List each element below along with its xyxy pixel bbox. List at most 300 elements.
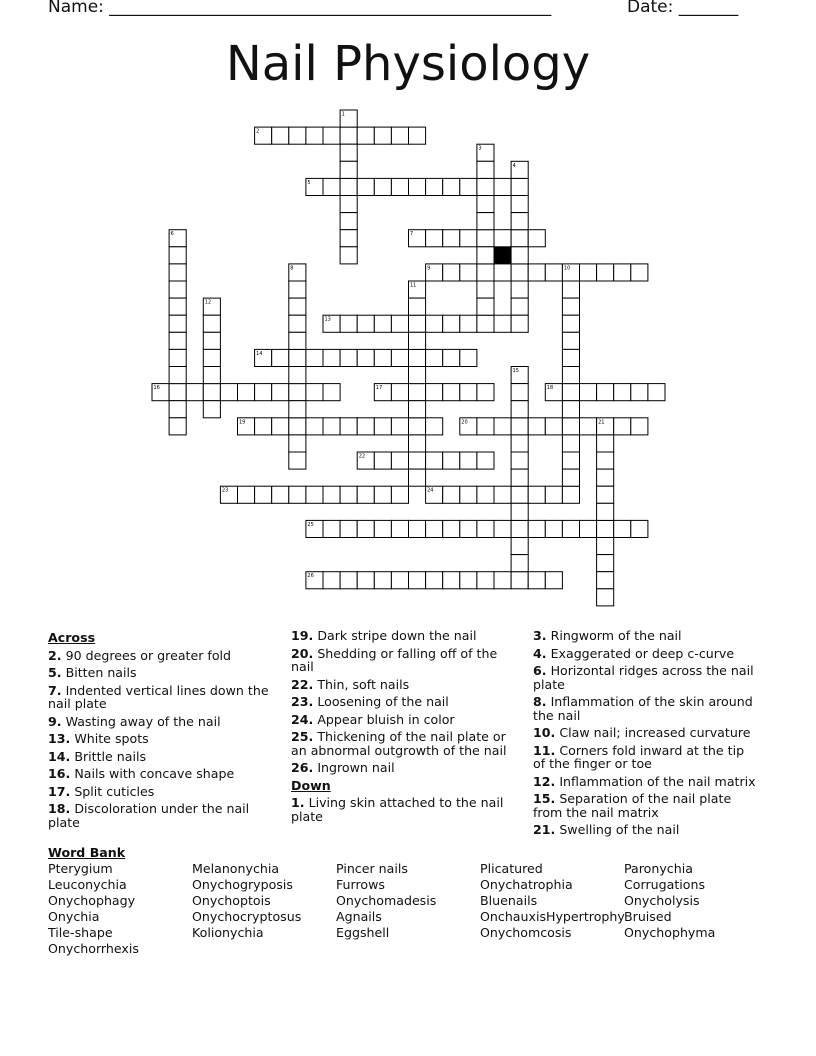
word-bank-item: Plicatured (480, 861, 543, 876)
grid-clue-number: 3 (478, 145, 482, 152)
grid-cell[interactable] (374, 486, 391, 503)
grid-cell[interactable] (374, 520, 391, 537)
grid-cell[interactable] (597, 469, 614, 486)
grid-cell[interactable] (477, 418, 494, 435)
grid-cell[interactable] (477, 230, 494, 247)
grid-cell[interactable] (357, 572, 374, 589)
grid-cell[interactable] (511, 452, 528, 469)
grid-cell[interactable] (272, 418, 289, 435)
grid-cell[interactable] (597, 589, 614, 606)
grid-cell[interactable] (340, 520, 357, 537)
grid-cell[interactable] (443, 178, 460, 195)
grid-cell[interactable] (460, 486, 477, 503)
grid-cell[interactable] (562, 315, 579, 332)
grid-cell[interactable] (357, 349, 374, 366)
grid-cell[interactable] (391, 315, 408, 332)
grid-cell[interactable] (374, 127, 391, 144)
clues-col-2 (291, 629, 516, 827)
grid-cell[interactable] (255, 384, 272, 401)
grid-cell[interactable] (443, 486, 460, 503)
grid-cell[interactable] (426, 384, 443, 401)
grid-cell[interactable] (357, 315, 374, 332)
grid-cell[interactable] (494, 178, 511, 195)
grid-cell[interactable] (562, 486, 579, 503)
clue-item: 1. Living skin attached to the nail plate (291, 795, 504, 824)
grid-cell[interactable] (391, 384, 408, 401)
grid-cell[interactable] (340, 196, 357, 213)
grid-cell[interactable] (323, 520, 340, 537)
grid-cell[interactable] (340, 178, 357, 195)
grid-clue-number: 1 (341, 111, 345, 118)
grid-cell[interactable] (409, 469, 426, 486)
grid-cell[interactable] (357, 486, 374, 503)
grid-cell[interactable] (391, 178, 408, 195)
grid-cell[interactable] (562, 418, 579, 435)
word-bank-item: Onychophyma (624, 925, 716, 941)
grid-cell[interactable] (289, 281, 306, 298)
grid-cell[interactable] (409, 315, 426, 332)
grid-cell[interactable] (409, 435, 426, 452)
grid-cell[interactable] (426, 452, 443, 469)
grid-cell[interactable] (391, 349, 408, 366)
clue-item: 21. Swelling of the nail (533, 822, 680, 837)
grid-cell[interactable] (477, 281, 494, 298)
grid-cell[interactable] (323, 349, 340, 366)
grid-cell[interactable] (306, 349, 323, 366)
grid-cell[interactable] (272, 384, 289, 401)
grid-cell[interactable] (580, 264, 597, 281)
grid-cell[interactable] (426, 418, 443, 435)
grid-cell[interactable] (528, 572, 545, 589)
grid-cell[interactable] (511, 264, 528, 281)
grid-cell[interactable] (169, 264, 186, 281)
grid-cell[interactable] (460, 384, 477, 401)
grid-cell[interactable] (580, 520, 597, 537)
grid-cell[interactable] (306, 486, 323, 503)
grid-cell[interactable] (477, 315, 494, 332)
grid-cell[interactable] (323, 127, 340, 144)
grid-cell[interactable] (511, 520, 528, 537)
grid-cell[interactable] (238, 486, 255, 503)
grid-cell[interactable] (528, 418, 545, 435)
grid-cell[interactable] (169, 401, 186, 418)
grid-cell[interactable] (562, 367, 579, 384)
grid-cell[interactable] (186, 384, 203, 401)
grid-cell[interactable] (562, 384, 579, 401)
grid-cell[interactable] (597, 452, 614, 469)
grid-cell[interactable] (409, 178, 426, 195)
grid-clue-number: 9 (427, 265, 431, 272)
grid-cell[interactable] (443, 264, 460, 281)
grid-clue-number: 26 (307, 573, 314, 580)
grid-cell[interactable] (511, 538, 528, 555)
grid-cell[interactable] (443, 572, 460, 589)
grid-cell[interactable] (460, 315, 477, 332)
grid-cell[interactable] (614, 418, 631, 435)
clue-item: 9. Wasting away of the nail (48, 713, 221, 729)
date-field-label: Date: _______ (627, 0, 739, 17)
grid-cell[interactable] (289, 435, 306, 452)
grid-cell[interactable] (477, 264, 494, 281)
grid-cell[interactable] (443, 349, 460, 366)
word-bank-item: Onychoptois (192, 893, 271, 909)
grid-cell[interactable] (477, 161, 494, 178)
grid-cell[interactable] (460, 178, 477, 195)
grid-cell[interactable] (203, 367, 220, 384)
grid-cell[interactable] (169, 367, 186, 384)
grid-cell[interactable] (443, 315, 460, 332)
grid-cell[interactable] (631, 520, 648, 537)
grid-cell[interactable] (374, 178, 391, 195)
grid-cell[interactable] (340, 127, 357, 144)
grid-clue-number: 20 (461, 419, 468, 426)
grid-cell[interactable] (631, 418, 648, 435)
word-bank-item: Pincer nails (336, 861, 408, 876)
grid-cell[interactable] (323, 418, 340, 435)
grid-cell[interactable] (494, 230, 511, 247)
grid-cell[interactable] (169, 247, 186, 264)
grid-cell[interactable] (631, 264, 648, 281)
grid-cell[interactable] (391, 127, 408, 144)
grid-cell[interactable] (323, 384, 340, 401)
grid-cell[interactable] (562, 469, 579, 486)
grid-cell[interactable] (562, 281, 579, 298)
grid-cell[interactable] (494, 572, 511, 589)
grid-cell[interactable] (289, 384, 306, 401)
grid-cell[interactable] (306, 384, 323, 401)
grid-cell[interactable] (631, 384, 648, 401)
grid-cell[interactable] (340, 247, 357, 264)
word-bank-item: Leuconychia (48, 877, 127, 893)
grid-cell[interactable] (323, 572, 340, 589)
grid-cell[interactable] (272, 127, 289, 144)
word-bank-item: Furrows (336, 877, 385, 893)
grid-cell[interactable] (255, 418, 272, 435)
grid-cell[interactable] (511, 401, 528, 418)
grid-cell[interactable] (477, 213, 494, 230)
clue-item: 5. Bitten nails (48, 665, 137, 680)
grid-cell[interactable] (391, 452, 408, 469)
grid-cell[interactable] (477, 572, 494, 589)
word-bank-item: Kolionychia (192, 925, 264, 941)
word-bank-column (624, 861, 715, 941)
grid-cell[interactable] (374, 572, 391, 589)
grid-cell[interactable] (357, 127, 374, 144)
grid-cell[interactable] (374, 418, 391, 435)
grid-cell[interactable] (528, 264, 545, 281)
grid-cell[interactable] (409, 401, 426, 418)
word-bank-item: Onychia (48, 909, 100, 925)
word-bank-column (336, 861, 436, 941)
grid-cell[interactable] (426, 349, 443, 366)
word-bank-item: Tile-shape (48, 925, 113, 941)
grid-clue-number: 6 (170, 231, 174, 238)
grid-cell[interactable] (323, 486, 340, 503)
word-bank-item: Agnails (336, 909, 382, 925)
grid-cell[interactable] (580, 384, 597, 401)
grid-cell[interactable] (289, 315, 306, 332)
grid-cell[interactable] (562, 349, 579, 366)
grid-cell[interactable] (511, 230, 528, 247)
grid-cell[interactable] (203, 315, 220, 332)
grid-clue-number: 2 (256, 128, 260, 135)
word-bank-item: Pterygium (48, 861, 113, 876)
grid-cell[interactable] (409, 367, 426, 384)
word-bank-item: Paronychia (624, 861, 693, 876)
grid-cell[interactable] (511, 418, 528, 435)
grid-cell[interactable] (203, 384, 220, 401)
clue-item: 25. Thickening of the nail plate or an abnormal outgrowth of the nail (291, 729, 507, 758)
word-bank-item: Onychomadesis (336, 893, 437, 909)
grid-cell[interactable] (511, 486, 528, 503)
grid-cell[interactable] (562, 401, 579, 418)
grid-cell[interactable] (426, 572, 443, 589)
clue-item: 4. Exaggerated or deep c-curve (533, 645, 735, 661)
grid-cell[interactable] (443, 452, 460, 469)
grid-cell[interactable] (426, 178, 443, 195)
clue-item: 14. Brittle nails (48, 748, 147, 764)
grid-cell[interactable] (289, 418, 306, 435)
grid-cell[interactable] (340, 161, 357, 178)
grid-cell[interactable] (340, 230, 357, 247)
grid-cell[interactable] (562, 298, 579, 315)
grid-cell[interactable] (580, 418, 597, 435)
grid-cell[interactable] (460, 230, 477, 247)
word-bank-column (192, 861, 301, 941)
word-bank-item: Melanonychia (192, 861, 280, 876)
grid-cell[interactable] (426, 315, 443, 332)
grid-cell[interactable] (169, 315, 186, 332)
grid-cell[interactable] (545, 572, 562, 589)
grid-cell[interactable] (460, 520, 477, 537)
word-bank-item: Onychocryptosus (192, 909, 302, 925)
grid-cell[interactable] (460, 264, 477, 281)
clue-item: 8. Inflammation of the skin around the nail (533, 694, 753, 723)
grid-cell[interactable] (511, 384, 528, 401)
grid-cell[interactable] (528, 486, 545, 503)
grid-cell[interactable] (460, 572, 477, 589)
grid-cell[interactable] (357, 178, 374, 195)
word-bank-item: Onychatrophia (480, 877, 573, 893)
grid-cell[interactable] (511, 503, 528, 520)
grid-cell[interactable] (597, 572, 614, 589)
grid-cell[interactable] (562, 332, 579, 349)
grid-cell[interactable] (545, 264, 562, 281)
grid-cell[interactable] (528, 230, 545, 247)
clue-item: 24. Appear bluish in color (291, 711, 455, 727)
grid-cell[interactable] (289, 298, 306, 315)
grid-cell[interactable] (511, 196, 528, 213)
grid-cell[interactable] (203, 349, 220, 366)
grid-cell[interactable] (289, 349, 306, 366)
grid-cell[interactable] (238, 384, 255, 401)
grid-clue-number: 5 (307, 179, 311, 186)
grid-cell[interactable] (391, 520, 408, 537)
grid-cell[interactable] (614, 264, 631, 281)
grid-cell[interactable] (614, 520, 631, 537)
grid-cell[interactable] (511, 213, 528, 230)
grid-cell[interactable] (409, 418, 426, 435)
grid-cell[interactable] (426, 520, 443, 537)
grid-cell[interactable] (494, 264, 511, 281)
grid-cell[interactable] (443, 384, 460, 401)
grid-cell[interactable] (169, 418, 186, 435)
grid-clue-number: 11 (410, 282, 417, 289)
clue-item: 2. 90 degrees or greater fold (48, 647, 232, 663)
grid-clue-number: 4 (512, 162, 516, 169)
grid-cell[interactable] (289, 401, 306, 418)
grid-clue-number: 8 (290, 265, 294, 272)
grid-cell[interactable] (597, 520, 614, 537)
grid-cell[interactable] (426, 230, 443, 247)
grid-cell[interactable] (511, 555, 528, 572)
grid-clue-number: 23 (221, 487, 229, 494)
grid-cell[interactable] (545, 418, 562, 435)
grid-cell[interactable] (528, 520, 545, 537)
grid-cell[interactable] (323, 178, 340, 195)
grid-cell[interactable] (511, 572, 528, 589)
grid-cell[interactable] (545, 520, 562, 537)
grid-clue-number: 14 (256, 350, 263, 357)
grid-cell[interactable] (203, 332, 220, 349)
grid-cell[interactable] (597, 503, 614, 520)
grid-cell[interactable] (340, 572, 357, 589)
grid-cell[interactable] (494, 418, 511, 435)
grid-cell[interactable] (255, 486, 272, 503)
grid-cell[interactable] (597, 264, 614, 281)
grid-cell[interactable] (391, 572, 408, 589)
grid-clue-number: 22 (358, 453, 366, 460)
grid-cell[interactable] (511, 469, 528, 486)
grid-cell[interactable] (460, 452, 477, 469)
clue-item: 22. Thin, soft nails (291, 676, 410, 692)
grid-cell[interactable] (289, 332, 306, 349)
grid-cell[interactable] (289, 452, 306, 469)
grid-cell[interactable] (306, 127, 323, 144)
grid-clue-number: 16 (153, 385, 160, 392)
word-bank-item: Onychophagy (48, 893, 136, 909)
grid-cell[interactable] (374, 315, 391, 332)
grid-cell[interactable] (391, 486, 408, 503)
grid-cell[interactable] (494, 315, 511, 332)
grid-cell[interactable] (597, 486, 614, 503)
grid-cell[interactable] (443, 520, 460, 537)
grid-cell[interactable] (477, 247, 494, 264)
grid-cell[interactable] (409, 298, 426, 315)
grid-cell[interactable] (477, 452, 494, 469)
grid-cell[interactable] (477, 486, 494, 503)
grid-cell[interactable] (220, 384, 237, 401)
grid-cell[interactable] (340, 315, 357, 332)
grid-cell[interactable] (477, 298, 494, 315)
grid-cell[interactable] (409, 349, 426, 366)
clue-item: 7. Indented vertical lines down the nail plate (48, 682, 269, 711)
grid-cell[interactable] (340, 349, 357, 366)
grid-cell[interactable] (597, 435, 614, 452)
grid-cell[interactable] (511, 435, 528, 452)
grid-cell[interactable] (409, 520, 426, 537)
clue-item: 3. Ringworm of the nail (533, 628, 682, 643)
grid-cell[interactable] (409, 127, 426, 144)
clue-item: 15. Separation of the nail plate from the nail matrix (533, 791, 732, 820)
grid-cell[interactable] (272, 349, 289, 366)
word-bank-item: Bruised (624, 909, 672, 925)
grid-cell[interactable] (511, 247, 528, 264)
grid-cell[interactable] (597, 555, 614, 572)
clue-item: 17. Split cuticles (48, 783, 155, 799)
grid-cell[interactable] (374, 452, 391, 469)
word-bank-column (480, 861, 625, 941)
clue-item: 16. Nails with concave shape (48, 766, 235, 781)
grid-cell[interactable] (597, 538, 614, 555)
grid-cell[interactable] (340, 144, 357, 161)
grid-clue-number: 19 (239, 419, 246, 426)
grid-cell[interactable] (648, 384, 665, 401)
grid-cell[interactable] (272, 486, 289, 503)
grid-cell[interactable] (562, 452, 579, 469)
grid-cell[interactable] (614, 384, 631, 401)
grid-cell[interactable] (289, 367, 306, 384)
grid-cell[interactable] (289, 486, 306, 503)
grid-cell[interactable] (357, 418, 374, 435)
down-clues-col-3 (533, 629, 758, 841)
grid-cell[interactable] (494, 486, 511, 503)
grid-cell[interactable] (391, 418, 408, 435)
word-bank-column (48, 861, 139, 958)
grid-cell[interactable] (511, 298, 528, 315)
grid-cell[interactable] (597, 384, 614, 401)
grid-cell[interactable] (477, 520, 494, 537)
grid-cell[interactable] (169, 332, 186, 349)
grid-cell[interactable] (169, 281, 186, 298)
grid-cell[interactable] (562, 435, 579, 452)
grid-cell[interactable] (340, 418, 357, 435)
grid-cell[interactable] (511, 281, 528, 298)
grid-cell[interactable] (340, 213, 357, 230)
grid-cell[interactable] (169, 298, 186, 315)
grid-cell[interactable] (409, 332, 426, 349)
grid-cell[interactable] (169, 349, 186, 366)
grid-cell[interactable] (443, 230, 460, 247)
grid-cell[interactable] (357, 520, 374, 537)
word-bank-item: OnchauxisHypertrophy (480, 909, 625, 925)
grid-cell[interactable] (460, 349, 477, 366)
grid-cell[interactable] (169, 384, 186, 401)
grid-cell[interactable] (477, 178, 494, 195)
grid-cell[interactable] (374, 349, 391, 366)
grid-cell[interactable] (306, 418, 323, 435)
grid-cell[interactable] (409, 572, 426, 589)
grid-cell[interactable] (477, 196, 494, 213)
word-bank-item: Onycholysis (624, 893, 700, 909)
clue-item: 6. Horizontal ridges across the nail plate (533, 663, 754, 692)
grid-cell[interactable] (511, 178, 528, 195)
grid-clue-number: 10 (563, 265, 571, 272)
name-field-label: Name: ____________________________________________________ (48, 0, 552, 17)
word-bank-item: Onychorrhexis (48, 941, 139, 957)
grid-cell[interactable] (477, 384, 494, 401)
grid-cell[interactable] (545, 486, 562, 503)
grid-cell[interactable] (289, 127, 306, 144)
grid-cell[interactable] (409, 384, 426, 401)
grid-cell[interactable] (340, 486, 357, 503)
across-clues-col-1 (48, 629, 273, 833)
grid-cell[interactable] (409, 452, 426, 469)
grid-cell[interactable] (203, 401, 220, 418)
grid-cell[interactable] (494, 520, 511, 537)
grid-cell[interactable] (562, 520, 579, 537)
grid-cell[interactable] (511, 315, 528, 332)
